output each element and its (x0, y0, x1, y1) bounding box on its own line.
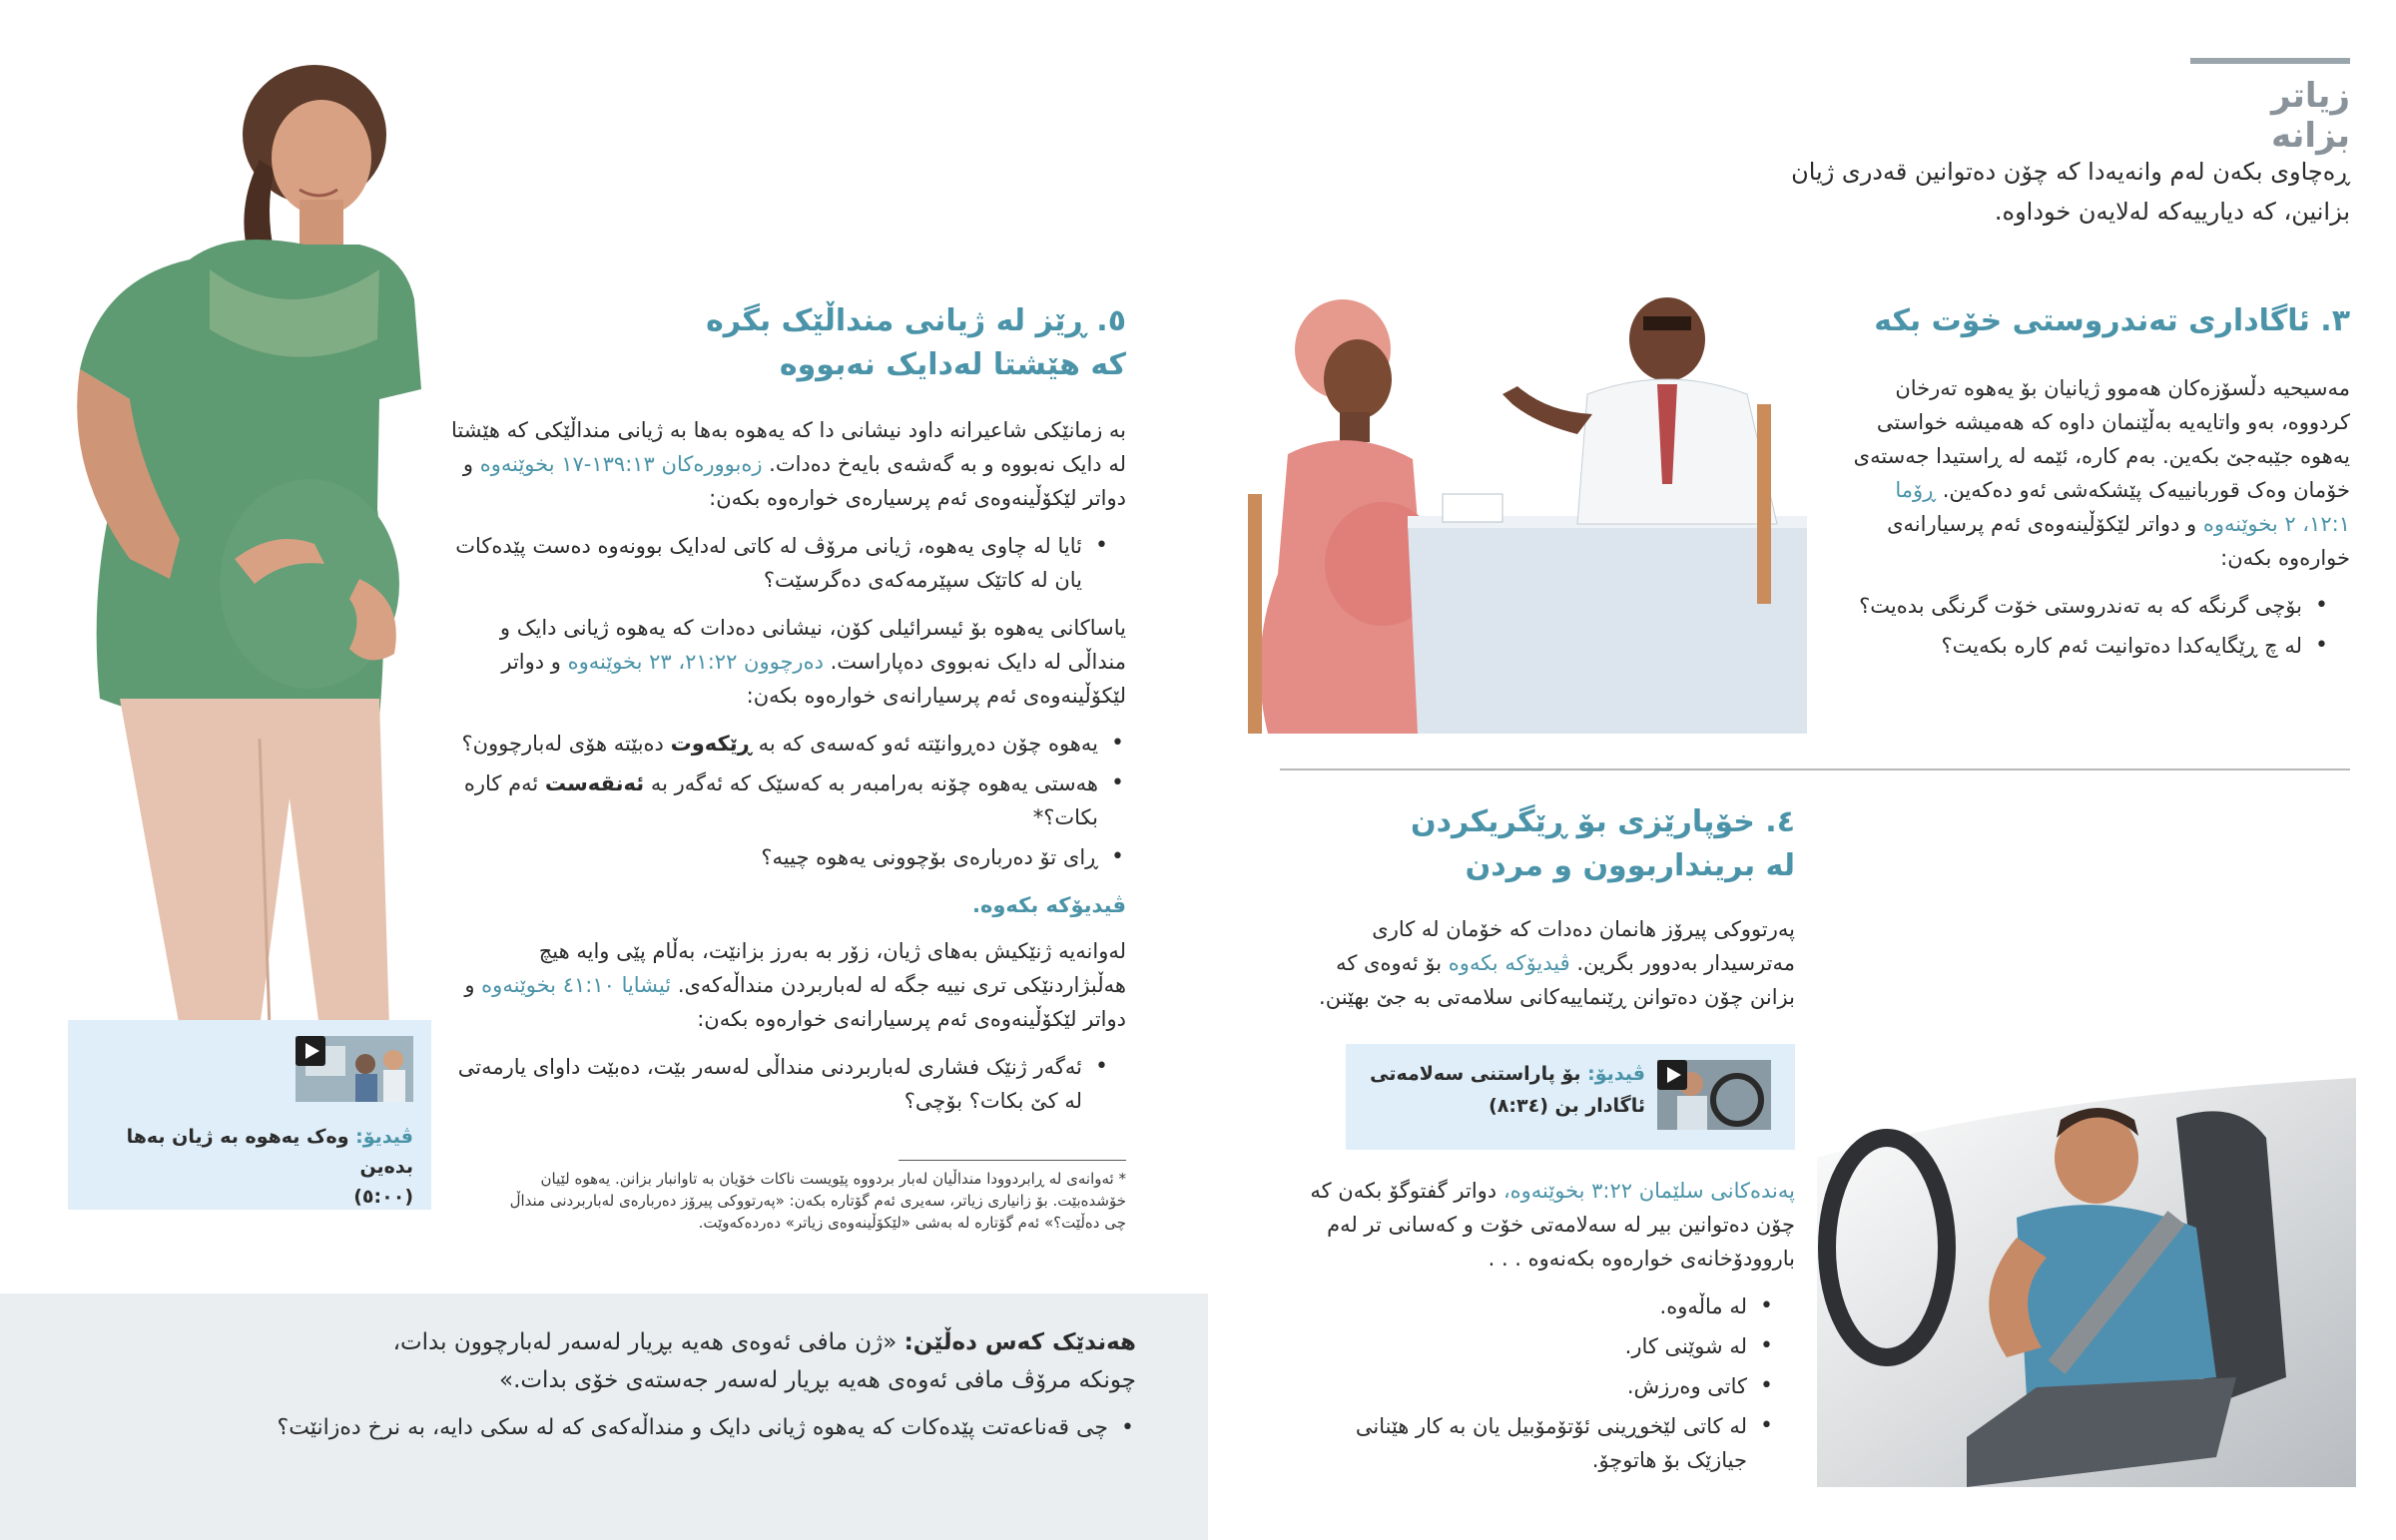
footnote: * ئەوانەی لە ڕابردوودا منداڵیان لەبار بردووە پێویست ناکات خۆیان بە تاوانبار بزانن. یەهوە لێیان خۆشدەبێت. بۆ زانیاری زیاتر، سەیری ئەم گۆتارە بکەن: «پەرتووکی پیرۆز دەربارەی لەباربردنی منداڵ چی دەڵێت؟» ئەم گۆتارە لە بەشی «لێکۆڵینەوەی زیاتر» دەردەکەوێت. (509, 1170, 1126, 1232)
section5-paragraph2: یاساکانی یەهوە بۆ ئیسرائیلی کۆن، نیشانی دەدات کە یەهوە ژیانی دایک و منداڵی لە دایک نەبووی دەپاراست. دەرچوون ٢١:٢٢، ٢٣ بخوێنەوە و دواتر لێکۆڵینەوەی ئەم پرسیارانەی خوارەوە بکەن: (499, 616, 1126, 708)
section5-paragraph1: بە زمانێکی شاعیرانە داود نیشانی دا کە یەهوە بەها بە ژیانی منداڵێکی کە هێشتا لە دایک نەبووە و بە گەشەی بایەخ دەدات. زەبوورەکان ١٣٩:١٣-١٧ بخوێنەوە و دواتر لێکۆڵینەوەی ئەم پرسیارەی خوارەوە بکەن: (451, 418, 1126, 510)
section5-bullet1: • ئایا لە چاوی یەهوە، ژیانی مرۆڤ لە کاتی لەدایک بوونەوە دەست پێدەکات یان لە کاتێک سپێرمەکەی دەگرسێت؟ (437, 529, 1082, 597)
psalms-reference-link[interactable]: زەبوورەکان ١٣٩:١٣-١٧ بخوێنەوە (479, 452, 763, 476)
section5-bullet2c: • ڕای تۆ دەربارەی بۆچوونی یەهوە چییە؟ (437, 840, 1098, 874)
section4-body-2 (1306, 1174, 1795, 1483)
section4-bullet4: • لە کاتی لێخوڕینی ئۆتۆمۆبیل یان بە کار هێنانی جیازێک بۆ هاتوچۆ. (1306, 1409, 1747, 1477)
section3-bullet2: • لە چ ڕێگایەکدا دەتوانیت ئەم کارە بکەیت؟ (1851, 629, 2302, 663)
section5-paragraph3: لەوانەیە ژنێکیش بەهای ژیان، زۆر بە بەرز بزانێت، بەڵام پێی وایە هیچ هەڵبژاردنێکی تری نییە جگە لە لەباربردن منداڵەکەی. ئیشایا ٤١:١٠ بخوێنەوە و دواتر لێکۆڵینەوەی ئەم پرسیارانەی خوارەوە بکەن: (464, 939, 1126, 1031)
some-people-say-quote2: چونکە مرۆڤ مافی ئەوەی هەیە بڕیار لەسەر جەستەی خۆی بدات.» (499, 1367, 1136, 1393)
play-icon[interactable] (1657, 1060, 1687, 1090)
section4-title: ٤. خۆپارێزی بۆ ڕێگریکردن لە برینداربوون و مردن (1411, 804, 1795, 883)
video-caption (1356, 1058, 1645, 1122)
section3-title: ٣. ئاگاداری تەندروستی خۆت بکە (1874, 303, 2350, 338)
video-duration: ئاگادار بن (٨:٣٤) (1489, 1095, 1645, 1117)
video-duration: (٥:٠٠) (353, 1186, 413, 1208)
learn-more-header (2190, 58, 2350, 156)
video-title: وەک یەهوە بە ژیان بەها بدەین (126, 1126, 413, 1178)
video-label: ڤیدیۆ: (1587, 1063, 1645, 1085)
section4-video-link[interactable]: ڤیدیۆکە بکەوە (1448, 951, 1570, 975)
some-people-say-box (0, 1293, 1208, 1540)
section5-bullet2a: • یەهوە چۆن دەڕوانێتە ئەو کەسەی کە بە ڕێکەوت دەبێتە هۆی لەبارچوون؟ (437, 727, 1098, 761)
footnote-rule (898, 1160, 1126, 1161)
video-box-value-life[interactable] (68, 1020, 431, 1210)
learn-more-title: زیاتر بزانە (2270, 76, 2350, 156)
video-caption (84, 1122, 413, 1212)
exodus-reference-link[interactable]: دەرچوون ٢١:٢٢، ٢٣ بخوێنەوە (567, 650, 824, 674)
section5-body (437, 413, 1126, 1124)
play-icon[interactable] (296, 1036, 325, 1066)
section4-bullet2: • لە شوێنی کار. (1306, 1329, 1747, 1363)
seatbelt-driver-illustration (1817, 1078, 2356, 1487)
doctor-consultation-illustration (1248, 294, 1807, 734)
section4-bullet3: • کاتی وەرزش. (1306, 1369, 1747, 1403)
some-people-say-label: هەندێک کەس دەڵێن: (903, 1329, 1136, 1355)
section3-paragraph: مەسیحیە دڵسۆزەکان هەموو ژیانیان بۆ یەهوە تەرخان کردووە، بەو واتایەیە بەڵێنمان داوە کە هەمیشە خواستی یەهوە جێبەجێ بکەین. بەم کارە، ئێمە لە ڕاستیدا جەستەی خۆمان وەک قوربانییەک پێشکەشی ئەو دەکەین. ڕۆما ١٢:١، ٢ بخوێنەوە و دواتر لێکۆڵینەوەی ئەم پرسیارانەی خوارەوە بکەن: (1853, 376, 2350, 570)
header-rule (2190, 58, 2350, 64)
section5-bullet3: • ئەگەر ژنێک فشاری لەباربردنی منداڵی لەسەر بێت، دەبێت داوای یارمەتی لە کێ بکات؟ بۆچی؟ (437, 1050, 1082, 1118)
section-divider (1280, 769, 2350, 770)
section3-bullet1: • بۆچی گرنگە کە بە تەندروستی خۆت گرنگی بدەیت؟ (1851, 589, 2302, 623)
some-people-say-quote1: «ژن مافی ئەوەی هەیە بڕیار لەسەر لەبارچوون بدات، (392, 1329, 898, 1355)
section4-bullet1: • لە ماڵەوە. (1306, 1289, 1747, 1323)
video-title: بۆ پاراستنی سەلامەتی (1370, 1063, 1581, 1085)
some-people-say-bullet: • چی قەناعەتت پێدەکات کە یەهوە ژیانی دایک و منداڵەکەی کە لە سکی دایە، بە نرخ دەزانێت؟ (138, 1409, 1108, 1447)
pregnant-woman-illustration (60, 40, 439, 1028)
some-people-say-content (138, 1323, 1136, 1453)
romans-reference-link[interactable]: ڕۆما ١٢:١، ٢ بخوێنەوە (1895, 478, 2350, 536)
isaiah-reference-link[interactable]: ئیشایا ٤١:١٠ بخوێنەوە (481, 973, 672, 997)
section3-body (1851, 371, 2350, 669)
video-label: ڤیدیۆ: (355, 1126, 413, 1148)
section4-body: پەرتووکی پیرۆز هانمان دەدات کە خۆمان لە کاری مەترسیدار بەدوور بگرین. ڤیدیۆکە بکەوە بۆ ئەوەی کە بزانن چۆن دەتوانن ڕێنماییەکانی سلامەتی بە جێ بهێنن. (1319, 917, 1795, 1009)
play-video-heading[interactable]: ڤیدیۆکە بکەوە. (971, 893, 1126, 917)
section4-paragraph2: پەندەکانی سلێمان ٣:٢٢ بخوێنەوە، دواتر گفتوگۆ بکەن کە چۆن دەتوانین بیر لە سەلامەتی خۆت و کەسانی تر لەم باروودۆخانەی خوارەوە بکەنەوە . . . (1310, 1179, 1795, 1271)
proverbs-reference-link[interactable]: پەندەکانی سلێمان ٣:٢٢ بخوێنەوە، (1502, 1179, 1795, 1203)
intro-text: ڕەچاوی بکەن لەم وانەیەدا کە چۆن دەتوانین قەدری ژیان بزانین، کە دیارییەکە لەلایەن خوداوە. (1791, 158, 2350, 226)
section5-bullet2b: • هەستی یەهوە چۆنە بەرامبەر بە کەسێک کە ئەگەر بە ئەنقەست ئەم کارە بکات؟* (437, 767, 1098, 834)
video-box-safety[interactable] (1346, 1044, 1795, 1150)
section5-title: ٥. ڕێز لە ژیانی منداڵێک بگرە کە هێشتا لەدایک نەبووە (706, 303, 1126, 382)
